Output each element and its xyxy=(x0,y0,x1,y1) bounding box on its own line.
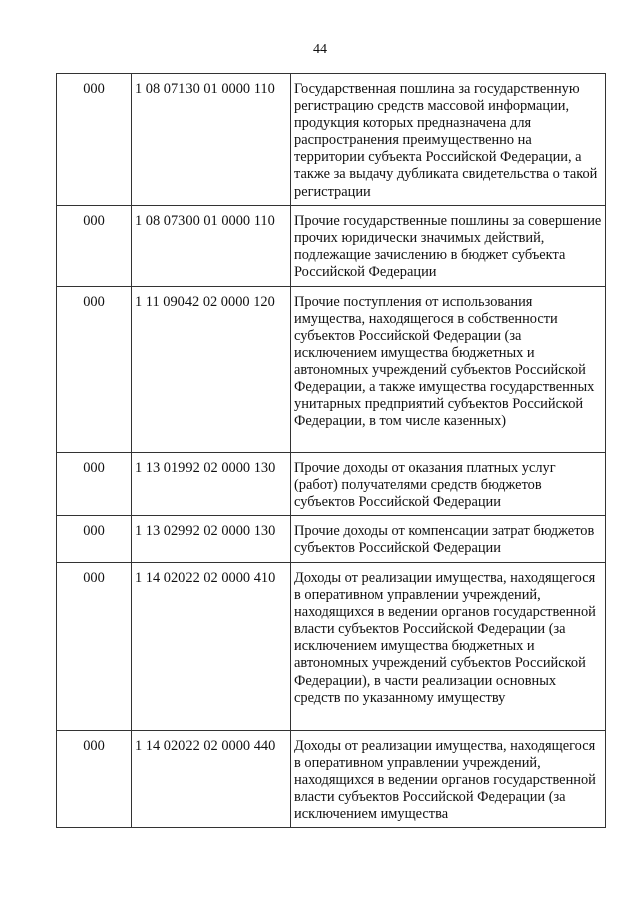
admin-code-cell: 000 xyxy=(57,452,132,515)
budget-classification-code-cell: 1 13 01992 02 0000 130 xyxy=(132,452,291,515)
admin-code-cell: 000 xyxy=(57,730,132,827)
table-row xyxy=(57,452,606,515)
page-number: 44 xyxy=(313,42,327,57)
table-row xyxy=(57,562,606,730)
admin-code-cell: 000 xyxy=(57,286,132,452)
budget-classification-code-cell: 1 13 02992 02 0000 130 xyxy=(132,515,291,562)
table-row xyxy=(57,205,606,286)
admin-code-cell: 000 xyxy=(57,562,132,730)
admin-code-cell: 000 xyxy=(57,205,132,286)
budget-classification-code-cell: 1 11 09042 02 0000 120 xyxy=(132,286,291,452)
budget-classification-code-cell: 1 08 07300 01 0000 110 xyxy=(132,205,291,286)
budget-classification-code-cell: 1 08 07130 01 0000 110 xyxy=(132,74,291,206)
admin-code-cell: 000 xyxy=(57,515,132,562)
admin-code-cell: 000 xyxy=(57,74,132,206)
budget-classification-code-cell: 1 14 02022 02 0000 440 xyxy=(132,730,291,827)
table-row xyxy=(57,74,606,206)
table-row xyxy=(57,730,606,827)
budget-classification-code-cell: 1 14 02022 02 0000 410 xyxy=(132,562,291,730)
revenue-name-cell: Прочие государственные пошлины за совершение прочих юридически значимых действий, подлежащие зачислению в бюджет субъекта Российской Федерации xyxy=(291,205,606,286)
revenue-name-cell: Доходы от реализации имущества, находящегося в оперативном управлении учреждений, находящихся в ведении органов государственной власти субъектов Российской Федерации (за исключением имущества xyxy=(291,730,606,827)
revenue-codes-table xyxy=(56,73,606,828)
revenue-name-cell: Прочие поступления от использования имущества, находящегося в собственности субъектов Российской Федерации (за исключением имущества бюджетных и автономных учреждений субъектов Российской Федерации, а также имущества государственных унитарных предприятий субъектов Российской Федерации, в том числе казенных) xyxy=(291,286,606,452)
table-row xyxy=(57,286,606,452)
table-row xyxy=(57,515,606,562)
revenue-name-cell: Доходы от реализации имущества, находящегося в оперативном управлении учреждений, находящихся в ведении органов государственной власти субъектов Российской Федерации (за исключением имущества бюджетных и автономных учреждений субъектов Российской Федерации), в части реализации основных средств по указанному имуществу xyxy=(291,562,606,730)
revenue-name-cell: Государственная пошлина за государственную регистрацию средств массовой информации, продукция которых предназначена для распространения преимущественно на территории субъекта Российской Федерации, а также за выдачу дубликата свидетельства о такой регистрации xyxy=(291,74,606,206)
revenue-name-cell: Прочие доходы от компенсации затрат бюджетов субъектов Российской Федерации xyxy=(291,515,606,562)
revenue-name-cell: Прочие доходы от оказания платных услуг (работ) получателями средств бюджетов субъектов Российской Федерации xyxy=(291,452,606,515)
